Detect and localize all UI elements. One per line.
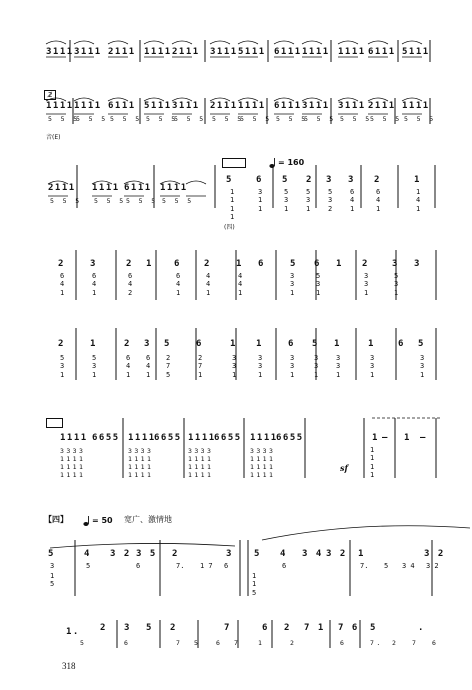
note: 6 <box>398 339 405 349</box>
chord-stack: 4 4 1 <box>238 272 243 297</box>
note: 1 <box>372 433 379 443</box>
low-notes: 1111 <box>188 455 214 463</box>
low-notes: 5 5 5 <box>404 115 436 123</box>
note: 2 <box>58 339 65 349</box>
note: 3 <box>50 562 55 570</box>
note-group: 1111 <box>144 47 172 57</box>
note-group: 1111 <box>160 183 188 193</box>
chord-stack: 5 3 2 <box>328 188 333 213</box>
note: 6 <box>432 639 439 647</box>
note-group: 6655 <box>92 433 120 443</box>
chord-stack: 1 5 <box>50 572 55 589</box>
note-group: 2111 <box>368 101 396 111</box>
note-group: 1111 <box>46 101 74 111</box>
note: 2 <box>374 175 381 185</box>
note: — <box>382 433 389 443</box>
note: 7. <box>370 639 383 647</box>
note-group: 2111 <box>108 47 136 57</box>
section-heading: 【四】 <box>44 515 68 524</box>
low-notes: 5 5 5 <box>304 115 336 123</box>
note-group: 3111 <box>302 101 330 111</box>
note: 2 <box>392 639 399 647</box>
note: 1 <box>230 339 237 349</box>
note: 7. <box>360 562 369 570</box>
note: 6 <box>340 639 347 647</box>
note-group: 1111 <box>338 47 366 57</box>
note: 2 <box>362 259 369 269</box>
note: 2 <box>290 639 297 647</box>
note-group: 6111 <box>124 183 152 193</box>
note: 6 <box>224 562 229 570</box>
note-group: 3111 <box>172 101 200 111</box>
note-group: 1111 <box>92 183 120 193</box>
note: 2 <box>124 339 131 349</box>
note: 2 <box>126 259 133 269</box>
note: 6 <box>216 639 223 647</box>
note-group: 3111 <box>338 101 366 111</box>
chord-stack: 3 3 1 <box>370 354 375 379</box>
note-group: 1111 <box>402 101 430 111</box>
note: 3 <box>348 175 355 185</box>
note: 2 <box>204 259 211 269</box>
expression-text: 宽广、激情地 <box>124 515 172 524</box>
low-notes: 5 5 5 <box>370 115 402 123</box>
chord-stack: 6 4 1 <box>126 354 131 379</box>
note: 7 6 <box>338 623 359 633</box>
low-notes: 3333 <box>188 447 214 455</box>
chord-stack: 1 1 5 <box>252 572 257 597</box>
low-notes: 5 5 5 <box>146 115 178 123</box>
box-mark <box>222 158 246 168</box>
note: 3 2 <box>424 549 445 559</box>
low-notes: 1111 <box>128 455 154 463</box>
note-group: 2111 <box>210 101 238 111</box>
note: 3 <box>226 549 233 559</box>
tempo-mark: = 160 <box>278 158 305 167</box>
note-group: 1111 <box>250 433 278 443</box>
chord-stack: 2 7 1 <box>198 354 203 379</box>
note-group: 3111 <box>74 47 102 57</box>
chord-stack: 3 3 1 <box>290 354 295 379</box>
note: 5 <box>418 339 425 349</box>
note: 5 <box>146 623 153 633</box>
note: 6 <box>136 562 141 570</box>
chord-stack: 3 3 1 <box>336 354 341 379</box>
note-group: 2111 <box>172 47 200 57</box>
note: 7 <box>234 639 241 647</box>
note: 3 4 <box>402 562 415 570</box>
note: 1 <box>146 259 153 269</box>
low-notes: 1111 <box>60 471 86 479</box>
note: 1 <box>358 549 365 559</box>
low-notes: 5 5 5 <box>240 115 272 123</box>
chord-stack: 6 4 1 <box>60 272 65 297</box>
low-notes: 1111 <box>128 471 154 479</box>
note: 6 <box>314 259 321 269</box>
note-group: 6655 <box>154 433 182 443</box>
chord-stack: 3 3 1 <box>258 354 263 379</box>
chord-stack: 6 4 1 <box>376 188 381 213</box>
note: 1 <box>258 639 265 647</box>
note: 1 <box>336 259 343 269</box>
note-group: 6111 <box>274 101 302 111</box>
low-notes: 5 5 5 <box>162 197 194 205</box>
note-group: 1111 <box>128 433 156 443</box>
chord-stack: 5 3 1 <box>316 272 321 297</box>
note: — <box>420 433 427 443</box>
chord-stack: 5 3 1 <box>284 188 289 213</box>
note: 5 <box>80 639 87 647</box>
note: . <box>418 623 425 633</box>
note: 5 <box>48 549 55 559</box>
chord-stack: 5 3 1 <box>394 272 399 297</box>
low-notes: 1111 <box>128 463 154 471</box>
low-notes: 1111 <box>188 471 214 479</box>
note: 5 <box>164 339 171 349</box>
note-group: 5111 <box>238 47 266 57</box>
box-mark <box>46 418 63 428</box>
low-notes: 3333 <box>250 447 276 455</box>
note: 3 2 <box>110 549 131 559</box>
note-group: 5111 <box>144 101 172 111</box>
note: 3 <box>414 259 421 269</box>
note: 3 <box>392 259 399 269</box>
chord-stack: 6 4 1 <box>146 354 151 379</box>
low-notes: 5 5 5 <box>94 197 126 205</box>
low-notes: 1111 <box>188 463 214 471</box>
section-mark: (四) <box>224 224 235 231</box>
note: 1 <box>256 339 263 349</box>
note-group: 1111 <box>238 101 266 111</box>
chord-stack: 5 3 1 <box>60 354 65 379</box>
note: 5 <box>254 549 261 559</box>
low-notes: 5 5 5 <box>340 115 372 123</box>
note: 4 <box>84 549 91 559</box>
note-group: 3111 <box>210 47 238 57</box>
note: 6 <box>124 639 131 647</box>
note: 7 <box>412 639 419 647</box>
note-group: 6655 <box>276 433 304 443</box>
low-notes: 1111 <box>60 455 86 463</box>
note: 4 <box>280 549 287 559</box>
chord-stack: 6 4 2 <box>128 272 133 297</box>
note: 5 <box>282 175 289 185</box>
chord-stack: 3 1 1 <box>258 188 263 213</box>
note: 2 <box>306 175 313 185</box>
chord-stack: 3 3 1 <box>232 354 237 379</box>
low-notes: 5 5 5 <box>76 115 108 123</box>
note: 3 <box>90 259 97 269</box>
note: 5 <box>290 259 297 269</box>
note: 7 <box>176 639 183 647</box>
note: 6 <box>282 562 287 570</box>
note: 5 <box>384 562 389 570</box>
chord-stack: 1 4 1 <box>416 188 421 213</box>
note: 2 <box>170 623 177 633</box>
note: 3 2 <box>426 562 439 570</box>
note-group: 2111 <box>48 183 76 193</box>
low-notes: 5 5 5 <box>126 197 158 205</box>
chord-stack: 1 1 1 1 <box>230 188 235 221</box>
note-group: 1111 <box>74 101 102 111</box>
note: 2 <box>58 259 65 269</box>
note: 1 <box>236 259 243 269</box>
note: 6 <box>258 259 265 269</box>
dynamic-mark: sf <box>340 463 348 473</box>
chord-stack: 6 4 1 <box>92 272 97 297</box>
chord-stack: 2 7 5 <box>166 354 171 379</box>
chord-stack: 6 4 1 <box>176 272 181 297</box>
note-group: 6655 <box>214 433 242 443</box>
chord-stack: 3 3 1 <box>420 354 425 379</box>
note-group: 1111 <box>302 47 330 57</box>
note: 2 <box>100 623 107 633</box>
low-notes: 1111 <box>250 463 276 471</box>
note: 3 <box>144 339 151 349</box>
note: 1 <box>414 175 421 185</box>
footnote: 音(E) <box>46 134 61 141</box>
note: 6 <box>256 175 263 185</box>
page-number: 318 <box>62 661 76 671</box>
note: 1 <box>404 433 411 443</box>
note: 1 <box>334 339 341 349</box>
chord-stack: 3 3 1 <box>364 272 369 297</box>
box-mark: 2̸ <box>44 90 56 100</box>
note: 7 1 <box>304 623 325 633</box>
note: 1 <box>368 339 375 349</box>
note: 5 <box>86 562 91 570</box>
note: 5 <box>370 623 377 633</box>
low-notes: 5 5 5 <box>174 115 206 123</box>
note: 6 <box>196 339 203 349</box>
note-group: 1111 <box>60 433 88 443</box>
note: 5 <box>194 639 201 647</box>
note-group: 6111 <box>368 47 396 57</box>
note-group: 6111 <box>274 47 302 57</box>
note: 3 4 <box>302 549 323 559</box>
note: 3 5 <box>136 549 157 559</box>
note: 1 7 <box>200 562 213 570</box>
note: 1 <box>90 339 97 349</box>
chord-stack: 3 3 1 <box>314 354 319 379</box>
note: 1. <box>66 627 80 637</box>
low-notes: 1111 <box>250 471 276 479</box>
low-notes: 5 5 5 <box>50 197 82 205</box>
low-notes: 5 5 5 <box>110 115 142 123</box>
note-group: 5111 <box>402 47 430 57</box>
chord-stack: 5 3 1 <box>306 188 311 213</box>
note: 7 <box>224 623 231 633</box>
note-group: 3111 <box>46 47 74 57</box>
note-group: 1111 <box>188 433 216 443</box>
tempo-mark: = 50 <box>92 516 113 525</box>
low-notes: 3333 <box>60 447 86 455</box>
note: 5 <box>226 175 233 185</box>
low-notes: 5 5 5 <box>48 115 80 123</box>
chord-stack: 6 4 1 <box>350 188 355 213</box>
chord-stack: 3 3 1 <box>290 272 295 297</box>
low-notes: 3333 <box>128 447 154 455</box>
low-notes: 5 5 5 <box>276 115 308 123</box>
note: 3 2 <box>326 549 347 559</box>
note: 6 <box>288 339 295 349</box>
note: 3 <box>124 623 131 633</box>
note: 6 <box>262 623 269 633</box>
low-notes: 5 5 5 <box>212 115 244 123</box>
note-group: 6111 <box>108 101 136 111</box>
note: 6 <box>174 259 181 269</box>
chord-stack: 1 1 1 1 <box>370 446 375 479</box>
note: 2 <box>284 623 291 633</box>
chord-stack: 5 3 1 <box>92 354 97 379</box>
note: 5 <box>312 339 319 349</box>
chord-stack: 4 4 1 <box>206 272 211 297</box>
low-notes: 1111 <box>60 463 86 471</box>
note: 7. <box>176 562 185 570</box>
note: 3 <box>326 175 333 185</box>
low-notes: 1111 <box>250 455 276 463</box>
note: 2 <box>172 549 179 559</box>
